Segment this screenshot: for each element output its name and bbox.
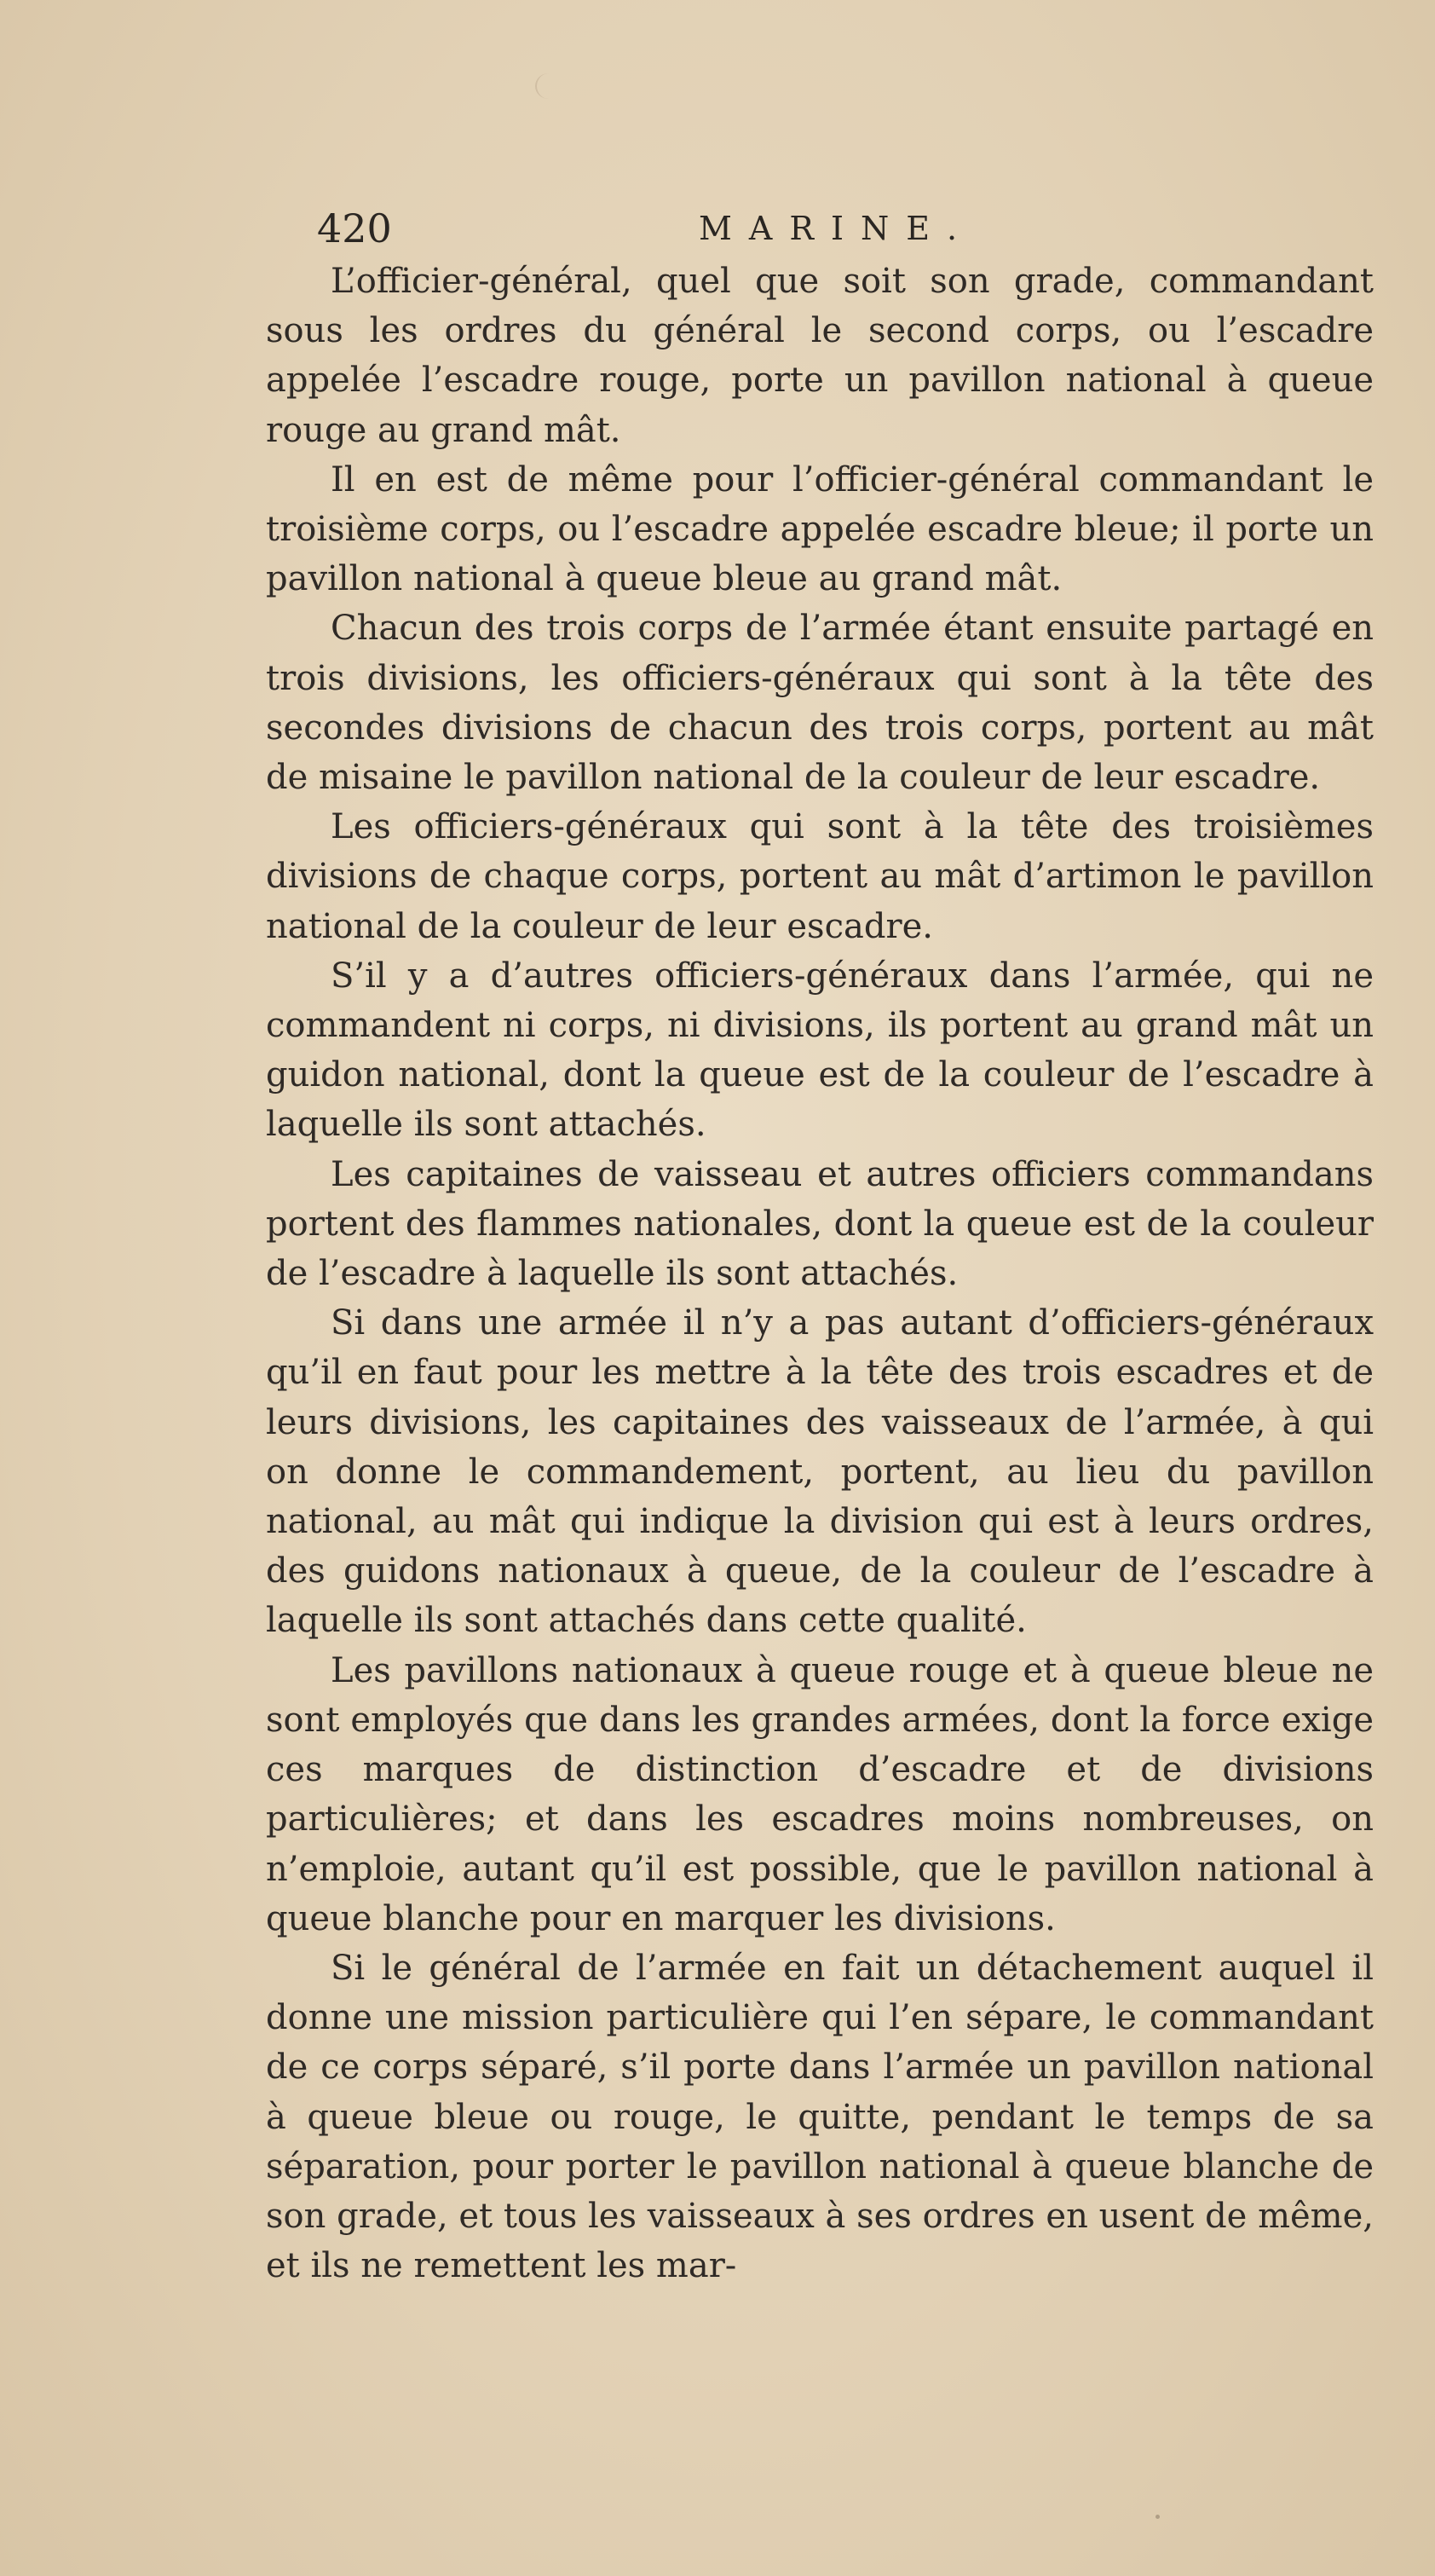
paragraph: Les officiers-généraux qui sont à la tête des troisièmes divisions de chaque corps, portent au mât d’artimon le pavillon national de la couleur de leur escadre. — [266, 807, 1374, 946]
body-text — [266, 257, 1374, 2290]
paragraph: Chacun des trois corps de l’armée étant ensuite partagé en trois divisions, les officiers-généraux qui sont à la tête des secondes divisions de chacun des trois corps, portent au mât de misaine le pavillon national de la couleur de leur escadre. — [266, 609, 1374, 798]
paragraph: S’il y a d’autres officiers-généraux dans l’armée, qui ne commandent ni corps, ni divisions, ils portent au grand mât un guidon national, dont la queue est de la couleur de l’escadre à laquelle ils sont attachés. — [266, 956, 1374, 1145]
paper-stain — [535, 73, 562, 99]
paragraph: Les capitaines de vaisseau et autres officiers commandans portent des flammes nationales, dont la queue est de la couleur de l’escadre à laquelle ils sont attachés. — [266, 1154, 1374, 1294]
running-title: MARINE. — [699, 210, 975, 247]
paragraph: Si dans une armée il n’y a pas autant d’officiers-généraux qu’il en faut pour les mettre à la tête des trois escadres et de leurs divisions, les capitaines des vaisseaux de l’armée, à qui on donne le commandement, portent, au lieu du pavillon national, au mât qui indique la division qui est à leurs ordres, des guidons nationaux à queue, de la couleur de l’escadre à laquelle ils sont attachés dans cette qualité. — [266, 1303, 1374, 1641]
paragraph: L’officier-général, quel que soit son grade, commandant sous les ordres du général le second corps, ou l’escadre appelée l’escadre rouge, porte un pavillon national à queue rouge au grand mât. — [266, 262, 1374, 450]
paragraph: Il en est de même pour l’officier-général commandant le troisième corps, ou l’escadre appelée escadre bleue; il porte un pavillon national à queue bleue au grand mât. — [266, 459, 1374, 599]
paragraph: Si le général de l’armée en fait un détachement auquel il donne une mission particulière qui l’en sépare, le commandant de ce corps séparé, s’il porte dans l’armée un pavillon national à queue bleue ou rouge, le quitte, pendant le temps de sa séparation, pour porter le pavillon national à queue blanche de son grade, et tous les vaisseaux à ses ordres en usent de même, et ils ne remettent les mar- — [266, 1948, 1374, 2286]
paragraph: Les pavillons nationaux à queue rouge et à queue bleue ne sont employés que dans les grandes armées, dont la force exige ces marques de distinction d’escadre et de divisions particulières; et dans les escadres moins nombreuses, on n’emploie, autant qu’il est possible, que le pavillon national à queue blanche pour en marquer les divisions. — [266, 1650, 1374, 1938]
page-header — [317, 203, 1425, 254]
page-number: 420 — [317, 205, 392, 251]
paper-speck — [1155, 2515, 1160, 2519]
